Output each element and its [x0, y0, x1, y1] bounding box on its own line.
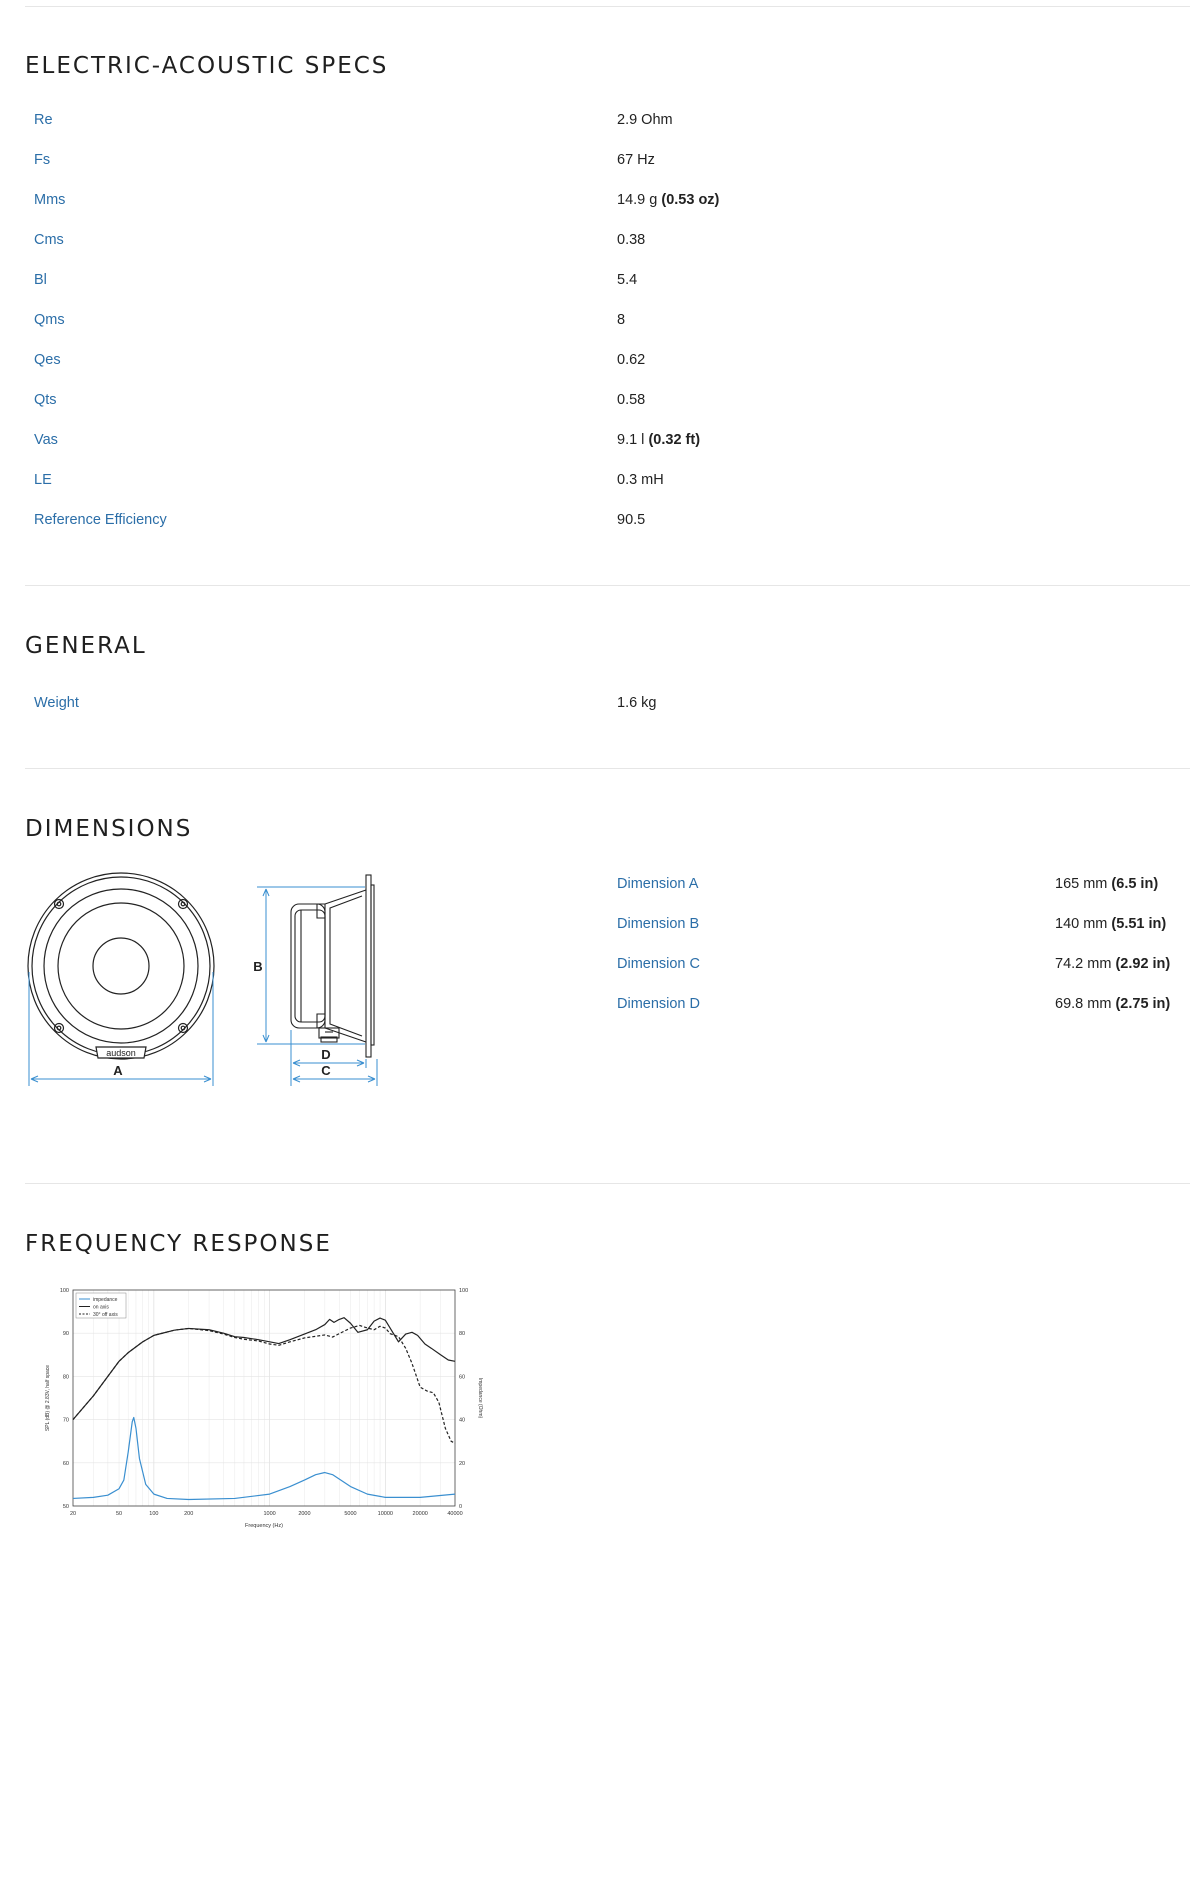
dimension-value-imperial: (2.75 in): [1115, 996, 1171, 1012]
brand-logo-text: audson: [106, 1048, 136, 1058]
section-title-electric-acoustic: ELECTRIC-ACOUSTIC SPECS: [25, 53, 389, 79]
y-tick-label: 60: [62, 1460, 69, 1467]
legend-label: on axis: [93, 1304, 109, 1311]
dimension-value-imperial: (2.92 in): [1115, 956, 1171, 972]
y-tick-label: 100: [59, 1288, 69, 1294]
x-tick-label: 50: [115, 1511, 123, 1517]
dimension-value: 165 mm (6.5 in): [1055, 876, 1159, 892]
dimension-value: 140 mm (5.51 in): [1055, 916, 1167, 932]
spec-value: 0.62: [617, 352, 646, 368]
spec-value: 0.38: [617, 232, 646, 248]
spec-value: 14.9 g (0.53 oz): [617, 192, 720, 208]
spec-value: 1.6 kg: [617, 695, 657, 711]
x-tick-label: 100: [149, 1511, 159, 1517]
speaker-side-view: [291, 875, 374, 1057]
dimension-value: 69.8 mm (2.75 in): [1055, 996, 1171, 1012]
x-tick-label: 20: [69, 1511, 77, 1517]
mount-hole-br: [179, 1024, 188, 1033]
spec-label: Fs: [34, 152, 51, 168]
spec-value: 9.1 l (0.32 ft): [617, 432, 701, 448]
spec-value: 67 Hz: [617, 152, 655, 168]
frequency-response-chart: [25, 1280, 525, 1540]
section-title-frequency-response: FREQUENCY RESPONSE: [25, 1231, 332, 1257]
spec-value: 0.3 mH: [617, 472, 664, 488]
x-tick-label: 5000: [344, 1511, 357, 1517]
spec-label: LE: [34, 472, 52, 488]
spec-value: 0.58: [617, 392, 646, 408]
y2-axis-label: Impedance (Ohm): [477, 1377, 483, 1419]
divider: [25, 768, 1190, 769]
mount-hole-bl: [55, 1024, 64, 1033]
x-axis-label: Frequency (Hz): [245, 1523, 283, 1529]
dimension-d-label: D: [321, 1047, 331, 1062]
dimension-label: Dimension B: [617, 916, 700, 932]
section-title-general: GENERAL: [25, 633, 147, 659]
spec-label: Mms: [34, 192, 66, 208]
spec-value: 90.5: [617, 512, 646, 528]
spec-value: 8: [617, 312, 626, 328]
y2-tick-label: 40: [459, 1417, 466, 1424]
y2-tick-label: 80: [459, 1331, 466, 1338]
series-line-30-off-axis: [73, 1325, 455, 1443]
plot-area-frame: [73, 1290, 455, 1506]
dimension-c-label: C: [321, 1063, 331, 1078]
y2-tick-label: 20: [459, 1460, 466, 1467]
speaker-front-view: [28, 873, 214, 1059]
spec-label: Qts: [34, 392, 57, 408]
dimension-label: Dimension D: [617, 996, 700, 1012]
spec-row-reference-efficiency: [25, 510, 1190, 558]
spec-label: Vas: [34, 432, 58, 448]
y-tick-label: 50: [62, 1504, 69, 1510]
x-tick-label: 2000: [298, 1511, 311, 1517]
y-tick-label: 80: [62, 1374, 69, 1381]
x-tick-label: 1000: [263, 1511, 276, 1517]
spec-label: Bl: [34, 272, 47, 288]
divider: [25, 1183, 1190, 1184]
spec-label: Cms: [34, 232, 64, 248]
y-axis-label: SPL (dB) @ 2.83V, half space: [45, 1364, 51, 1432]
legend-label: 30° off axis: [93, 1311, 118, 1318]
legend-label: impedance: [93, 1296, 118, 1303]
spec-label: Reference Efficiency: [34, 512, 167, 528]
y-tick-label: 70: [62, 1417, 69, 1424]
dimension-row-d: [617, 994, 1190, 1042]
spec-value-imperial: (0.53 oz): [661, 192, 720, 208]
spec-row-weight: [25, 693, 1190, 741]
dimension-b-label: B: [253, 959, 263, 974]
divider: [25, 585, 1190, 586]
spec-label: Weight: [34, 695, 79, 711]
spec-label: Qes: [34, 352, 61, 368]
section-title-dimensions: DIMENSIONS: [25, 816, 193, 842]
mount-hole-tl: [55, 900, 64, 909]
x-tick-label: 10000: [377, 1511, 393, 1517]
dimension-a-label: A: [113, 1063, 123, 1078]
x-tick-label: 20000: [412, 1511, 428, 1517]
speaker-dimension-drawing: [25, 860, 495, 1100]
spec-label: Qms: [34, 312, 65, 328]
series-line-impedance: [73, 1417, 455, 1499]
dimension-label: Dimension C: [617, 956, 700, 972]
dimension-value-imperial: (6.5 in): [1111, 876, 1159, 892]
x-tick-label: 200: [184, 1511, 194, 1517]
y2-tick-label: 60: [459, 1374, 466, 1381]
dimension-value: 74.2 mm (2.92 in): [1055, 956, 1171, 972]
dimension-value-imperial: (5.51 in): [1111, 916, 1167, 932]
x-tick-label: 40000: [447, 1511, 463, 1517]
spec-label: Re: [34, 112, 53, 128]
spec-value: 2.9 Ohm: [617, 112, 673, 128]
y-tick-label: 90: [62, 1331, 69, 1338]
spec-value-imperial: (0.32 ft): [648, 432, 701, 448]
divider: [25, 6, 1190, 7]
y2-tick-label: 100: [459, 1288, 469, 1294]
y2-tick-label: 0: [459, 1504, 463, 1510]
dimension-label: Dimension A: [617, 876, 699, 892]
mount-hole-tr: [179, 900, 188, 909]
spec-value: 5.4: [617, 272, 638, 288]
